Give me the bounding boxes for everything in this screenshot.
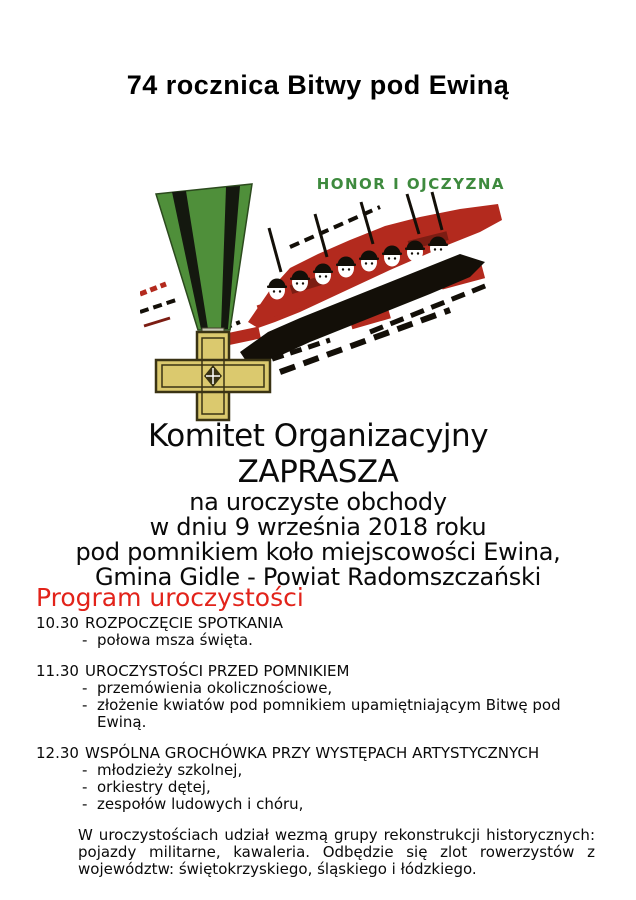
program-item <box>36 745 602 813</box>
program-detail-text: młodzieży szkolnej, <box>97 761 243 779</box>
program-detail <box>36 762 602 779</box>
bullet-dash: - <box>82 778 88 796</box>
program-schedule <box>36 615 602 878</box>
program-detail <box>36 632 602 649</box>
invitation-line: Gmina Gidle - Powiat Radomszczański <box>95 563 541 591</box>
program-detail-text: zespołów ludowych i chóru, <box>97 795 304 813</box>
invitation-line: w dniu 9 września 2018 roku <box>149 513 487 541</box>
invitation-line: Komitet Organizacyjny <box>147 418 489 454</box>
program-detail-text: orkiestry dętej, <box>97 778 211 796</box>
program-detail <box>36 697 602 731</box>
bullet-dash: - <box>82 679 88 697</box>
program-title: UROCZYSTOŚCI PRZED POMNIKIEM <box>85 662 350 680</box>
program-title: WSPÓLNA GROCHÓWKA PRZY WYSTĘPACH ARTYSTYCZNYCH <box>85 744 540 762</box>
program-detail-text: przemówienia okolicznościowe, <box>97 679 333 697</box>
commemorative-emblem-image <box>140 162 512 428</box>
bullet-dash: - <box>82 631 88 649</box>
bullet-dash: - <box>82 761 88 779</box>
invitation-line: na uroczyste obchody <box>189 488 447 516</box>
program-time: 12.30 <box>36 744 79 762</box>
bullet-dash: - <box>82 696 88 714</box>
page-title: 74 rocznica Bitwy pod Ewiną <box>126 70 510 100</box>
program-detail-text: złożenie kwiatów pod pomnikiem upamiętniającym Bitwę pod Ewiną. <box>97 696 561 731</box>
program-time: 11.30 <box>36 662 79 680</box>
program-heading: Program uroczystości <box>36 583 304 612</box>
program-item <box>36 663 602 731</box>
reenactment-note: W uroczystościach udział wezmą grupy rekonstrukcji historycznych: pojazdy militarne, kawaleria. Odbędzie się zlot rowerzystów z województw: świętokrzyskiego, śląskiego i łódzkiego. <box>78 826 595 878</box>
bullet-dash: - <box>82 795 88 813</box>
program-time: 10.30 <box>36 614 79 632</box>
medal-ribbon <box>156 184 252 351</box>
program-detail <box>36 680 602 697</box>
program-detail <box>36 779 602 796</box>
invitation-block <box>0 418 636 590</box>
program-detail <box>36 796 602 813</box>
motto-text: HONOR I OJCZYZNA <box>316 175 505 193</box>
invitation-line: ZAPRASZA <box>237 454 399 490</box>
invitation-line: pod pomnikiem koło miejscowości Ewina, <box>75 538 561 566</box>
program-item <box>36 615 602 649</box>
program-title: ROZPOCZĘCIE SPOTKANIA <box>85 614 284 632</box>
program-detail-text: połowa msza święta. <box>97 631 253 649</box>
